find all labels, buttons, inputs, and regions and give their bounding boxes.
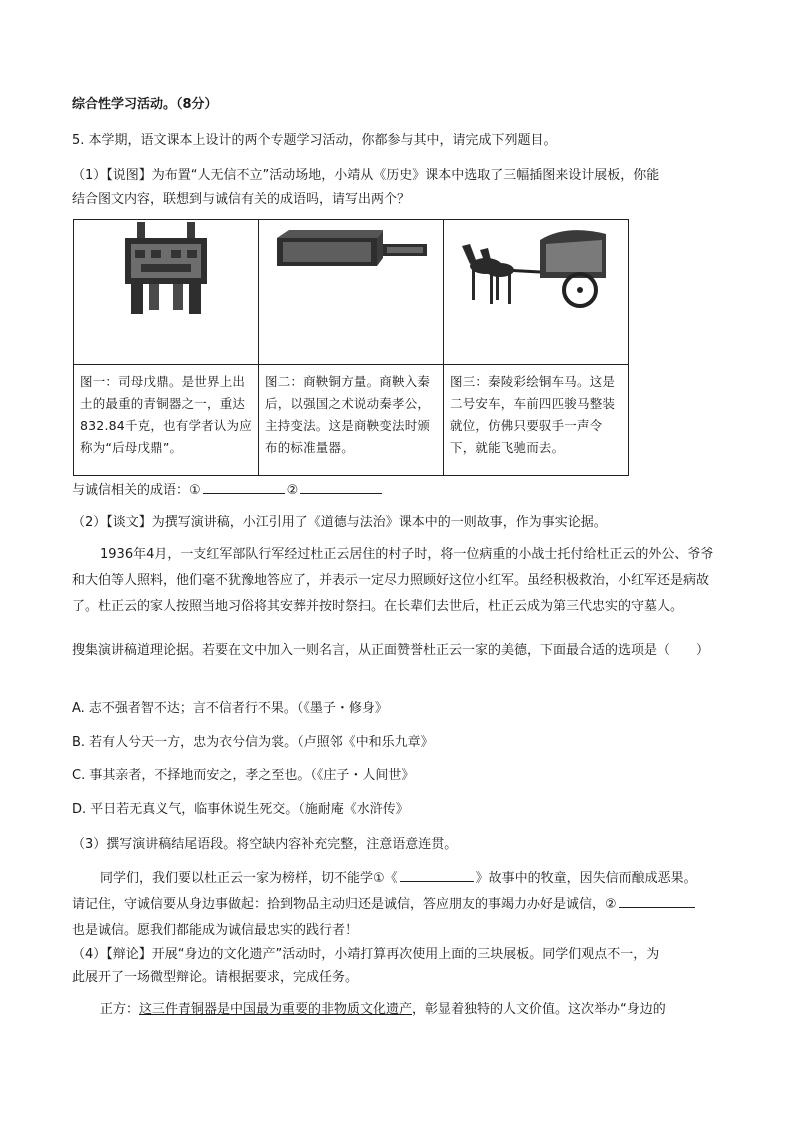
option-d[interactable]: D. 平日若无真义气，临事休说生死交。（施耐庵《水浒传》: [72, 802, 409, 817]
zhengfang-rest: ，彰显着独特的人文价值。这次举办“身边的: [412, 1002, 666, 1017]
idiom-answer-line: [72, 479, 724, 501]
zhengfang-underlined-claim: 这三件青铜器是中国最为重要的非物质文化遗产: [139, 1002, 413, 1017]
figure-1-image: [74, 220, 259, 365]
figure-2-caption: 图二：商鞅铜方量。商鞅入秦后，以强国之术说动秦孝公，主持变法。这是商鞅变法时颁布的标准量器。: [259, 365, 444, 476]
q2-question: 搜集演讲稿道理论据。若要在文中加入一则名言，从正面赞誉杜正云一家的美德，下面最合适的选项是（ ）: [72, 643, 710, 658]
idiom-answer-label: 与诚信相关的成语：①: [72, 483, 201, 498]
bronze-chariot-icon: [456, 220, 616, 320]
q5-intro: 5. 本学期，语文课本上设计的两个专题学习活动，你都参与其中，请完成下列题目。: [72, 133, 557, 148]
figure-3-image: [444, 220, 629, 365]
q3-text-1: 同学们，我们要以杜正云一家为榜样，切不能学①《: [100, 871, 398, 886]
option-a[interactable]: A. 志不强者智不达；言不信者行不果。（《墨子・修身》: [72, 701, 388, 716]
q3-blank-1-field[interactable]: [400, 867, 474, 882]
idiom-answer-1-field[interactable]: [203, 479, 285, 494]
q2-intro: （2）【谈文】为撰写演讲稿，小江引用了《道德与法治》课本中的一则故事，作为事实论据。: [72, 515, 607, 530]
section-title: 综合性学习活动。（8分）: [72, 97, 218, 112]
q1-line1: （1）【说图】为布置“人无信不立”活动场地，小靖从《历史》课本中选取了三幅插图来设计展板，你能: [72, 168, 660, 183]
zhengfang-label: 正方：: [100, 1002, 140, 1017]
figure-3-caption: 图三：秦陵彩绘铜车马。这是二号安车，车前四匹骏马整装就位，仿佛只要驭手一声令下，就能飞驰而去。: [444, 365, 629, 476]
q3-intro: （3）撰写演讲稿结尾语段。将空缺内容补充完整，注意语意连贯。: [72, 837, 458, 852]
option-c[interactable]: C. 事其亲者，不择地而安之，孝之至也。（《庄子・人间世》: [72, 768, 415, 783]
idiom-answer-2-field[interactable]: [300, 479, 382, 494]
q3-paragraph: [72, 866, 726, 944]
q3-text-3: 请记住，守诚信要从身边事做起：拾到物品主动归还是诚信，答应朋友的事竭力办好是诚信，②: [72, 897, 617, 912]
figure-2-image: [259, 220, 444, 365]
figure-table: [73, 219, 629, 476]
q4-line2: 此展开了一场微型辩论。请根据要求，完成任务。: [72, 970, 359, 985]
q4-line1: （4）【辩论】开展“身边的文化遗产”活动时，小靖打算再次使用上面的三块展板。同学们观点不一，为: [72, 947, 660, 962]
q3-blank-2-field[interactable]: [619, 893, 695, 908]
q1-line2: 结合图文内容，联想到与诚信有关的成语吗，请写出两个？: [72, 192, 411, 207]
zhengfang-line: [72, 1000, 724, 1020]
bronze-ding-icon: [111, 220, 221, 320]
q2-story: 1936年4月，一支红军部队行军经过杜正云居住的村子时，将一位病重的小战士托付给杜正云的外公、爷爷和大伯等人照料，他们毫不犹豫地答应了，并表示一定尽力照顾好这位小红军。虽经积极救治，小红军还是病故了。杜正云的家人按照当地习俗将其安葬并按时祭扫。在长辈们去世后，杜正云成为第三代忠实的守墓人。: [72, 547, 714, 614]
bronze-measure-icon: [271, 220, 431, 280]
figure-1-caption: 图一：司母戊鼎。是世界上出土的最重的青铜器之一，重达832.84千克，也有学者认为应称为“后母戊鼎”。: [74, 365, 259, 476]
q3-text-2: 》故事中的牧童，因失信而酿成恶果。: [475, 871, 697, 886]
option-b[interactable]: B. 若有人兮天一方，忠为衣兮信为裳。（卢照邻《中和乐九章》: [72, 735, 434, 750]
q3-text-4: 也是诚信。愿我们都能成为诚信最忠实的践行者！: [72, 923, 359, 938]
idiom-answer-mark-2: ②: [286, 483, 299, 498]
